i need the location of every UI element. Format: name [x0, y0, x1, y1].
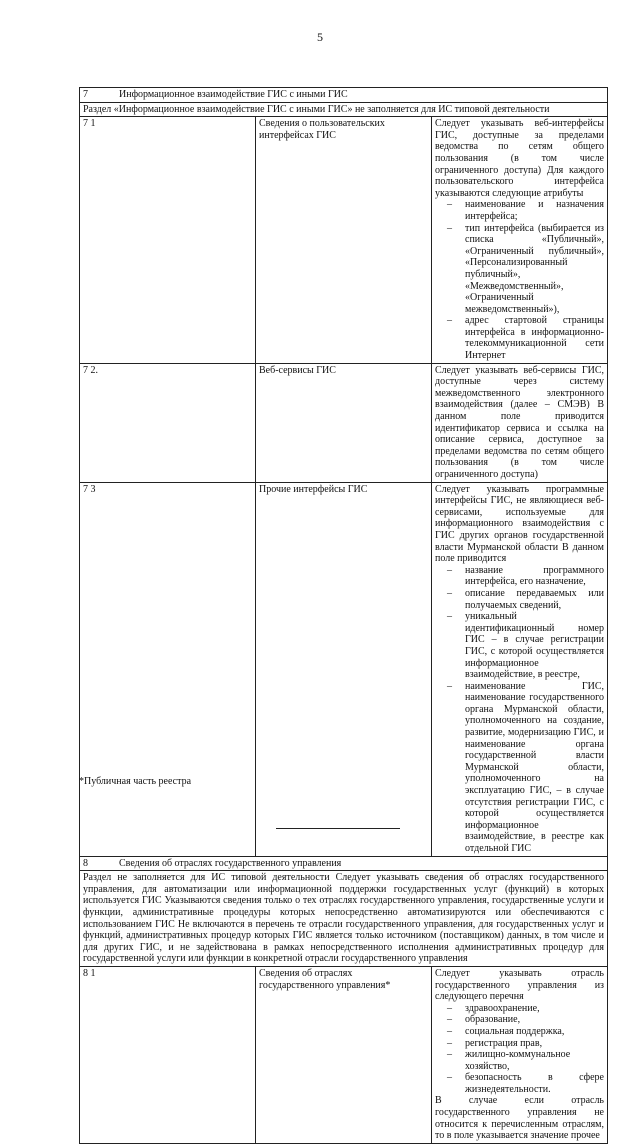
- row-description: [432, 363, 608, 482]
- row-number: 7 3: [80, 482, 256, 856]
- list-item: – адрес стартовой страницы интерфейса в информационно-телекоммуникационной сети Интернет: [465, 315, 604, 361]
- description-intro: Следует указывать веб-интерфейсы ГИС, доступные за пределами ведомства по сетям общего пользования (в том числе ограниченного доступа) Для каждого пользовательского интерфейса указываются следующие атрибуты: [435, 118, 604, 199]
- section-8-note: Раздел не заполняется для ИС типовой деятельности Следует указывать сведения об отраслях государственного управления, для автоматизации или информационной поддержки государственных услуг (функций) в которых используется ГИС Указываются сведения только о тех отраслях государственного управления, государственные услуги и функции, административные процедуры которых непосредственно автоматизируются или обеспечиваются с использованием ГИС Не включаются в перечень те отрасли государственного управления, для государственных услуг и функций, административных процедур которых ГИС является только источником (поставщиком) данных, в том числе и для других ГИС, и не задействована в рамках непосредственного исполнения административных процедур для государственной услуги или функции в конкретной отрасли государственного управления: [80, 871, 608, 967]
- list-item: – тип интерфейса (выбирается из списка «Публичный», «Ограниченный публичный», «Персонализированный публичный», «Межведомственный», «Ограниченный межведомственный»),: [465, 223, 604, 316]
- row-name: Прочие интерфейсы ГИС: [256, 482, 432, 856]
- row-description: [432, 117, 608, 363]
- description-intro: Следует указывать программные интерфейсы ГИС, не являющиеся веб-сервисами, используемые для информационного взаимодействия с ГИС других органов государственной власти Мурманской области В данном поле приводится: [435, 483, 604, 565]
- section-number: 8: [83, 857, 88, 869]
- section-title: Сведения об отраслях государственного управления: [119, 857, 342, 869]
- table-row: [80, 117, 608, 363]
- description-outro: В случае если отрасль государственного управления не относится к перечисленным отраслям, то в поле указывается значение прочее: [435, 1095, 604, 1142]
- list-item: – жилищно-коммунальное хозяйство,: [465, 1049, 604, 1072]
- row-description: [432, 966, 608, 1143]
- section-title: Информационное взаимодействие ГИС с иными ГИС: [119, 89, 348, 100]
- list-item: – здравоохранение,: [465, 1003, 604, 1015]
- registry-table: [79, 87, 608, 1144]
- row-number: 8 1: [80, 966, 256, 1143]
- row-name: Веб-сервисы ГИС: [256, 363, 432, 482]
- footnote: *Публичная часть реестра: [79, 776, 192, 787]
- description-intro: Следует указывать отрасль государственного управления из следующего перечня: [435, 967, 604, 1003]
- list-item: – социальная поддержка,: [465, 1026, 604, 1038]
- table-row: [80, 482, 608, 856]
- attribute-list: [435, 199, 604, 361]
- list-item: – название программного интерфейса, его назначение,: [465, 565, 604, 588]
- list-item: – описание передаваемых или получаемых сведений,: [465, 588, 604, 611]
- list-item: – безопасность в сфере жизнедеятельности.: [465, 1072, 604, 1095]
- list-item: – образование,: [465, 1014, 604, 1026]
- divider: [276, 828, 400, 829]
- row-name: Сведения о пользовательских интерфейсах ГИС: [256, 117, 432, 363]
- table-row: [80, 966, 608, 1143]
- list-item: – наименование и назначения интерфейса;: [465, 199, 604, 222]
- row-name: Сведения об отраслях государственного управления*: [256, 966, 432, 1143]
- row-number: 7 1: [80, 117, 256, 363]
- section-number: 7: [83, 89, 88, 100]
- section-7-note: Раздел «Информационное взаимодействие ГИС с иными ГИС» не заполняется для ИС типовой деятельности: [80, 102, 608, 117]
- list-item: – уникальный идентификационный номер ГИС – в случае регистрации ГИС, с которой осуществляется информационное взаимодействие, в реестре,: [465, 611, 604, 681]
- list-item: – регистрация прав,: [465, 1038, 604, 1050]
- industry-list: [435, 1003, 604, 1096]
- page-number: 5: [317, 30, 323, 44]
- table-row: [80, 363, 608, 482]
- description-intro: Следует указывать веб-сервисы ГИС, доступные через систему межведомственного электронного взаимодействия (далее – СМЭВ) В данном поле приводится идентификатор сервиса и ссылка на описание сервиса, доступное за пределами ведомства по сетям общего пользования (в том числе ограниченного доступа): [435, 364, 604, 480]
- attribute-list: [435, 565, 604, 855]
- row-description: [432, 482, 608, 856]
- section-8-header: [80, 856, 608, 871]
- section-7-header: [80, 88, 608, 103]
- list-item: – наименование ГИС, наименование государственного органа Мурманской области, уполномоченного на создание, развитие, модернизацию ГИС, и наименование органа государственной власти Мурманской области, уполномоченного на эксплуатацию ГИС, – в случае отсутствия регистрации ГИС, с которой осуществляется информационное взаимодействие, в реестре как отдельной ГИС: [465, 681, 604, 855]
- row-number: 7 2.: [80, 363, 256, 482]
